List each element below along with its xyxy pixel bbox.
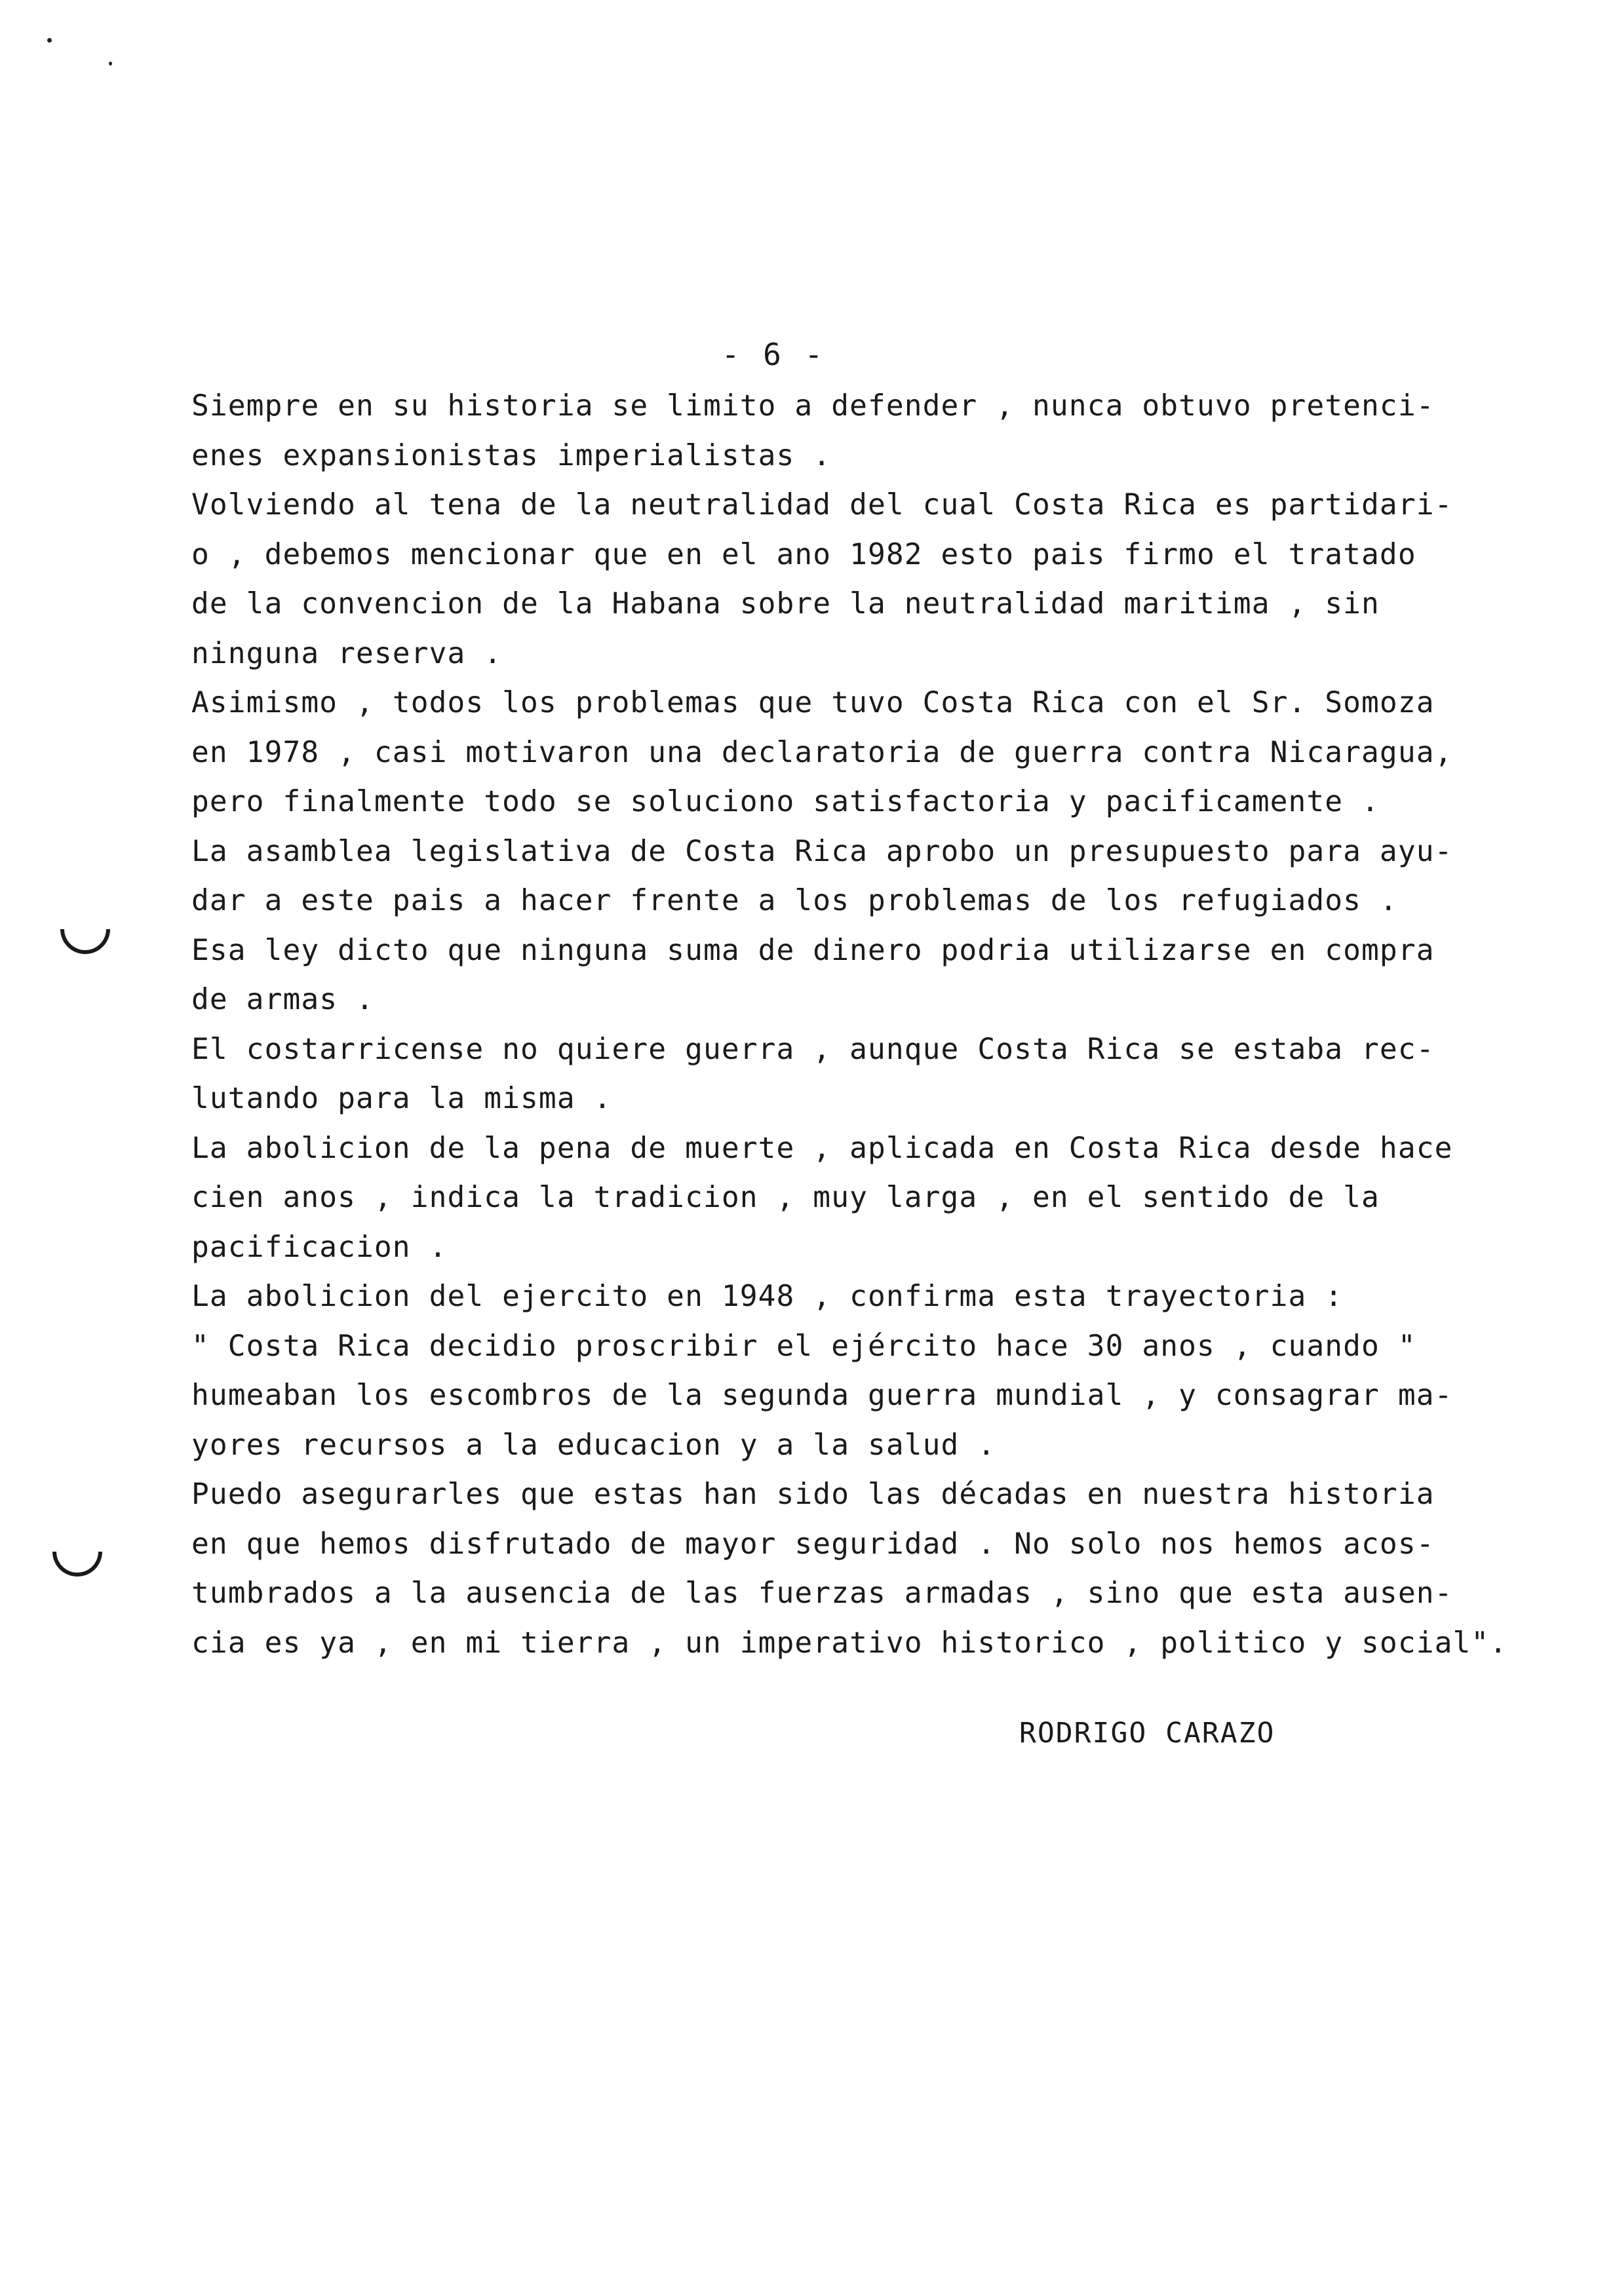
- text-line: de la convencion de la Habana sobre la neutralidad maritima , sin: [191, 587, 1380, 621]
- punch-hole-mark: [52, 1552, 102, 1577]
- text-line: enes expansionistas imperialistas .: [191, 438, 832, 472]
- text-line: Siempre en su historia se limito a defender , nunca obtuvo pretenci-: [191, 389, 1435, 423]
- punch-hole-mark: [60, 929, 110, 954]
- text-line: o , debemos mencionar que en el ano 1982 esto pais firmo el tratado: [191, 537, 1416, 571]
- text-line: La abolicion de la pena de muerte , aplicada en Costa Rica desde hace: [191, 1131, 1453, 1165]
- text-line: La abolicion del ejercito en 1948 , confirma esta trayectoria :: [191, 1280, 1344, 1313]
- letter-body: [191, 381, 1508, 1668]
- text-line: Volviendo al tena de la neutralidad del cual Costa Rica es partidari-: [191, 488, 1453, 522]
- scan-speck: [109, 62, 112, 66]
- text-line: humeaban los escombros de la segunda guerra mundial , y consagrar ma-: [191, 1379, 1453, 1412]
- text-line: El costarricense no quiere guerra , aunque Costa Rica se estaba rec-: [191, 1032, 1435, 1066]
- text-line: de armas .: [191, 983, 374, 1016]
- text-line: tumbrados a la ausencia de las fuerzas armadas , sino que esta ausen-: [191, 1577, 1453, 1610]
- text-line: " Costa Rica decidio proscribir el ejército hace 30 anos , cuando ": [191, 1329, 1416, 1363]
- text-line: en 1978 , casi motivaron una declaratoria de guerra contra Nicaragua,: [191, 735, 1453, 769]
- text-line: cien anos , indica la tradicion , muy larga , en el sentido de la: [191, 1181, 1380, 1214]
- text-line: Esa ley dicto que ninguna suma de dinero podria utilizarse en compra: [191, 933, 1435, 967]
- text-line: yores recursos a la educacion y a la salud .: [191, 1428, 996, 1462]
- text-line: ninguna reserva .: [191, 636, 503, 670]
- text-line: Puedo asegurarles que estas han sido las décadas en nuestra historia: [191, 1478, 1435, 1511]
- signature: RODRIGO CARAZO: [1019, 1717, 1275, 1750]
- page-number: - 6 -: [721, 337, 826, 372]
- text-line: dar a este pais a hacer frente a los problemas de los refugiados .: [191, 884, 1398, 917]
- text-line: La asamblea legislativa de Costa Rica aprobo un presupuesto para ayu-: [191, 834, 1453, 868]
- text-line: lutando para la misma .: [191, 1082, 612, 1115]
- text-line: cia es ya , en mi tierra , un imperativo historico , politico y social".: [191, 1626, 1508, 1660]
- text-line: pacificacion .: [191, 1230, 448, 1264]
- scan-speck: [47, 38, 52, 43]
- text-line: en que hemos disfrutado de mayor seguridad . No solo nos hemos acos-: [191, 1527, 1435, 1561]
- text-line: pero finalmente todo se soluciono satisfactoria y pacificamente .: [191, 785, 1380, 818]
- text-line: Asimismo , todos los problemas que tuvo Costa Rica con el Sr. Somoza: [191, 686, 1435, 719]
